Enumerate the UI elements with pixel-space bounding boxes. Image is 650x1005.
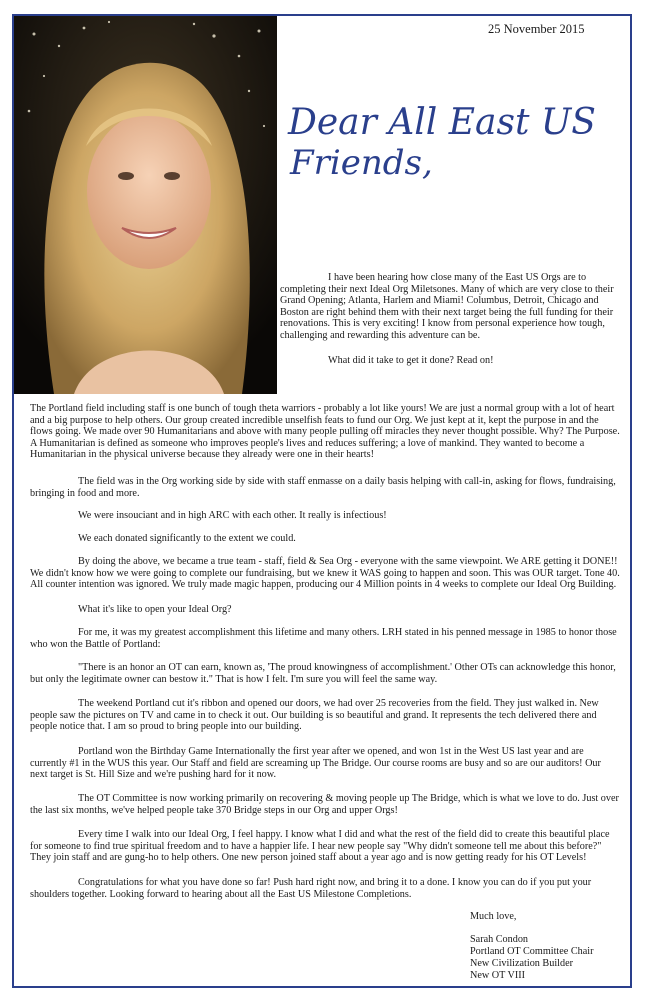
salutation-heading [284, 92, 629, 187]
paragraph-portland-field: The Portland field including staff is one bunch of tough theta warriors - probably a lot like yours! We are just a normal group with a lot of heart and a big purpose to help others. Our group created incredible unselfish feats to fund our Org. We just kept at it, kept the purpose in and the flows going. We made over 90 Humanitarians and above with many people pulling off miracles they never thought possible. Why? The Purpose. A Humanitarian is defined as someone who improves people's lives and reduces suffering; a love of mankind. They wanted to become a Humanitarian in the physical universe because they already were one in their hearts! [30, 403, 620, 461]
signer-title-3: New OT VIII [470, 970, 526, 981]
paragraph-ot-committee: The OT Committee is now working primarily on recovering & moving people up The Bridge, which is what we love to do. Just over the last six months, we've helped people take 370 Bridge steps in our Org and upper Orgs! [30, 793, 619, 816]
paragraph-intro: I have been hearing how close many of the East US Orgs are to completing their next Ideal Org Miletsones. Many of which are very close to their Grand Opening; Atlanta, Harlem and Miami! Columbus, Detroit, Chicago and Boston are right behind them with their next target being the full funding for their renovations. This is very exciting! I know from personal experience how tough, challenging and rewarding this adventure can be. [280, 272, 614, 341]
signer-title-2: New Civilization Builder [470, 958, 573, 969]
paragraph-question: What it's like to open your Ideal Org? [78, 604, 232, 615]
paragraph-congratulations: Congratulations for what you have done so far! Push hard right now, and bring it to a done. I know you can do if you put your shoulders together. Looking forward to hearing about all the East US Milestone Completions. [30, 877, 592, 900]
signer-name: Sarah Condon [470, 934, 529, 945]
letter-date: 25 November 2015 [488, 22, 585, 36]
signer-title-1: Portland OT Committee Chair [470, 946, 594, 957]
closing-line: Much love, [470, 911, 517, 922]
paragraph-happy: Every time I walk into our Ideal Org, I feel happy. I know what I did and what the rest of the field did to create this beautiful place for someone to find true spiritual freedom and to have a happier life. I hear new people say "Why didn't someone tell me about this before?" They join staff and are gung-ho to help others. One new person joined staff about a year ago and is now getting ready for his OT Levels! [30, 829, 610, 864]
paragraph-read-on: What did it take to get it done? Read on! [328, 355, 494, 366]
portrait-photo [14, 16, 277, 394]
paragraph-true-team: By doing the above, we became a true team - staff, field & Sea Org - everyone with the same viewpoint. We ARE getting it DONE!! We didn't know how we were going to complete our fundraising, but we knew it WAS going to happen and soon. This was OUR target. Tone 40. All counter intention was ignored. We truly made magic happen, producing our 4 Million points in 4 weeks to complete our Ideal Org Building. [30, 556, 620, 591]
paragraph-accomplishment: For me, it was my greatest accomplishment this lifetime and many others. LRH stated in his penned message in 1985 to honor those who won the Battle of Portland: [30, 627, 617, 650]
paragraph-donated: We each donated significantly to the extent we could. [78, 533, 296, 544]
paragraph-birthday-game: Portland won the Birthday Game Internationally the first year after we opened, and won 1st in the West US last year and are currently #1 in the WUS this year. Our Staff and field are screaming up The Bridge. Our course rooms are busy and so are our auditors! Our next target is St. Hill Size and we're pushing hard for it now. [30, 746, 601, 781]
paragraph-ribbon-cutting: The weekend Portland cut it's ribbon and opened our doors, we had over 25 recoveries from the field. They just walked in. New people saw the pictures on TV and came in to check it out. Our building is so beautiful and grand. It represents the tech delivered there and people notice that. I am so proud to bring people into our building. [30, 698, 599, 733]
paragraph-working-together: The field was in the Org working side by side with staff enmasse on a daily basis helping with call-in, asking for flows, fundraising, bringing in food and more. [30, 476, 616, 499]
paragraph-lrh-quote: "There is an honor an OT can earn, known as, 'The proud knowingness of accomplishment.' Other OTs can acknowledge this honor, but only the legitimate owner can bestow it." That is how I felt. I'm sure you will feel the same way. [30, 662, 616, 685]
paragraph-high-arc: We were insouciant and in high ARC with each other. It really is infectious! [78, 510, 387, 521]
salutation-line-1: Dear All East US [288, 102, 596, 143]
salutation-line-2: Friends, [290, 143, 433, 183]
